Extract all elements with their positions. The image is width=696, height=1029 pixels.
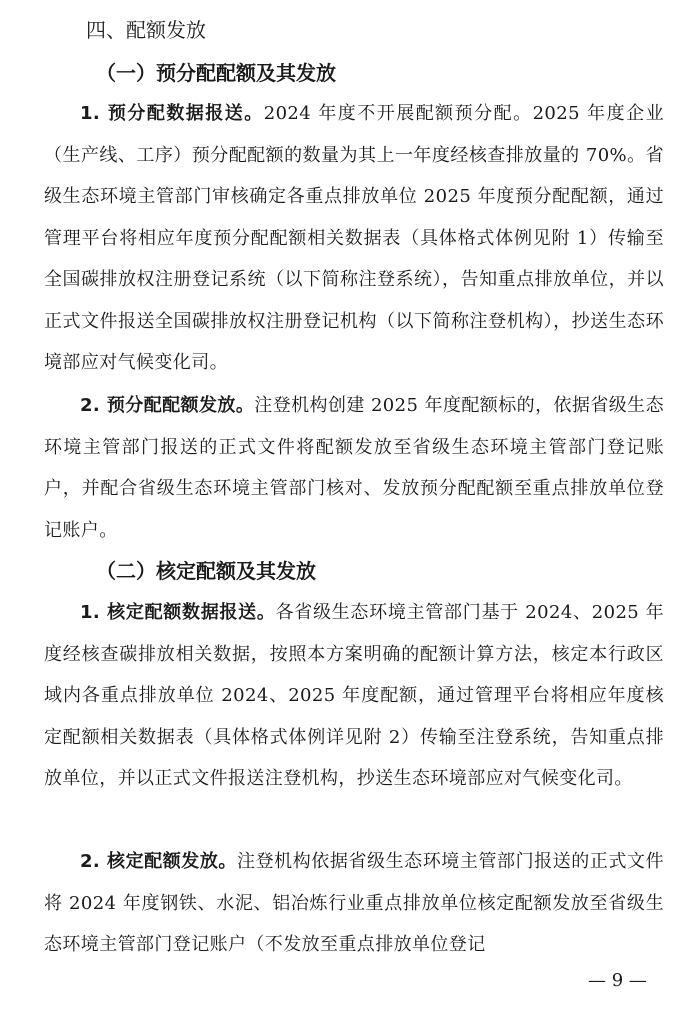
paragraph-lead: 1. 核定配额数据报送。: [80, 602, 276, 623]
paragraph-lead: 1. 预分配数据报送。: [80, 103, 264, 124]
subsection-1-title: （一）预分配配额及其发放: [96, 61, 336, 85]
subsection-2-title: （二）核定配额及其发放: [96, 559, 316, 583]
section-title: 四、配额发放: [86, 18, 206, 42]
paragraph-verified-data: [44, 592, 664, 800]
paragraph-lead: 2. 核定配额发放。: [80, 851, 238, 872]
paragraph-body: 各省级生态环境主管部门基于 2024、2025 年度经核查碳排放相关数据，按照本方案明确的配额计算方法，核定本行政区域内各重点排放单位 2024、2025 年度配额，通过管理平台将相应年度核定配额相关数据表（具体格式体例详见附 2）传输至注登系统，告知重点排放单位，并以正式文件报送注登机构，抄送生态环境部应对气候变化司。: [44, 602, 664, 789]
paragraph-predistribution-issue: [44, 385, 664, 551]
paragraph-body: 注登机构创建 2025 年度配额标的，依据省级生态环境主管部门报送的正式文件将配额发放至省级生态环境主管部门登记账户，并配合省级生态环境主管部门核对、发放预分配配额至重点排放单位登记账户。: [44, 395, 665, 541]
page-number: — 9 —: [588, 970, 647, 991]
paragraph-body: 2024 年度不开展配额预分配。2025 年度企业（生产线、工序）预分配配额的数量为其上一年度经核查排放量的 70%。省级生态环境主管部门审核确定各重点排放单位 2025 年度预分配配额，通过管理平台将相应年度预分配配额相关数据表（具体格式体例见附 1）传输至全国碳排放权注册登记系统（以下简称注登系统），告知重点排放单位，并以正式文件报送全国碳排放权注册登记机构（以下简称注登机构），抄送生态环境部应对气候变化司。: [44, 103, 664, 373]
paragraph-predistribution-data: [44, 93, 664, 384]
paragraph-lead: 2. 预分配配额发放。: [80, 395, 255, 416]
paragraph-verified-issue: [44, 841, 664, 966]
paragraph-body: 注登机构依据省级生态环境主管部门报送的正式文件将 2024 年度钢铁、水泥、铝冶炼行业重点排放单位核定配额发放至省级生态环境主管部门登记账户（不发放至重点排放单位登记: [44, 851, 664, 955]
